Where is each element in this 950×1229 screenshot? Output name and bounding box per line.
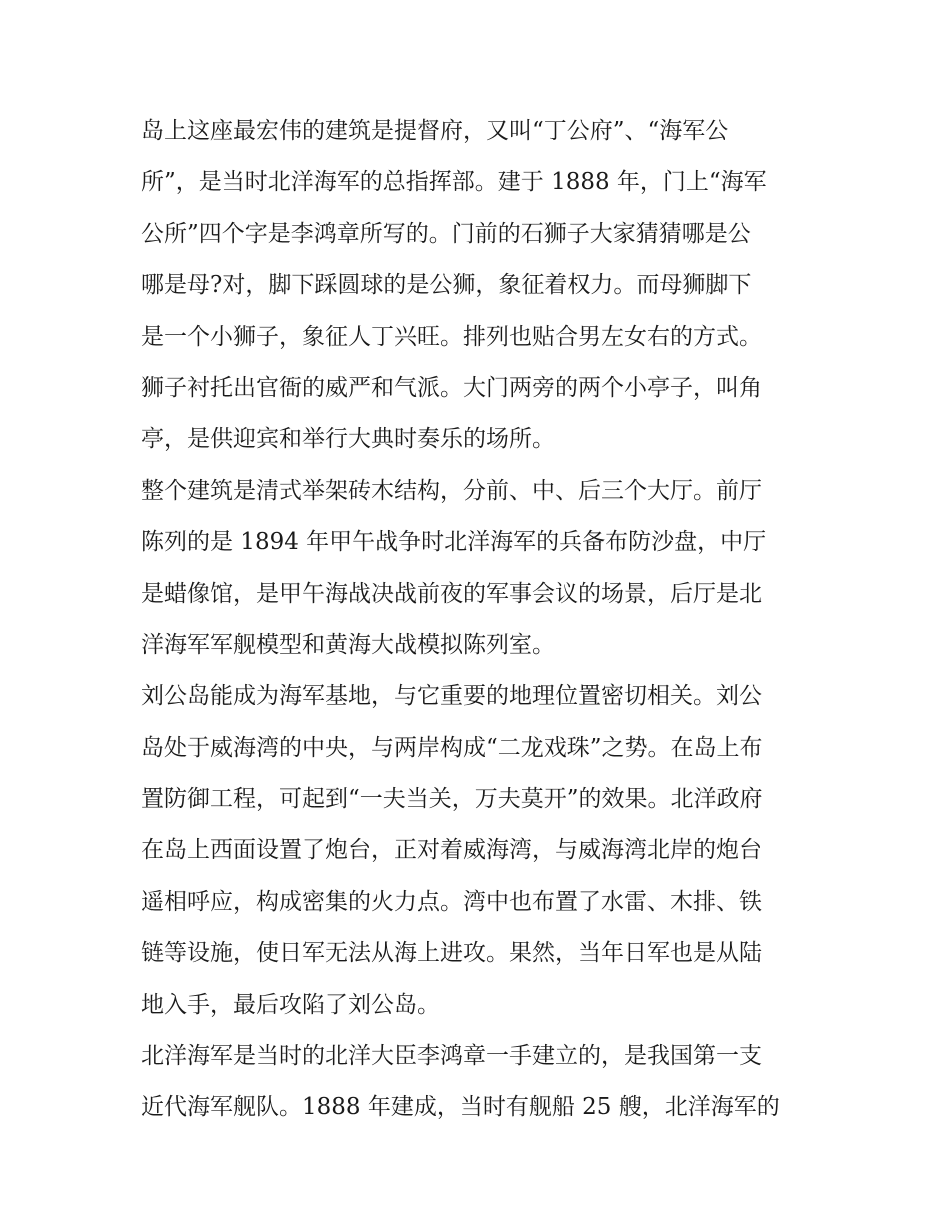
text-line: 整个建筑是清式举架砖木结构，分前、中、后三个大厅。前厅 (141, 477, 762, 504)
text-line: 洋海军军舰模型和黄海大战模拟陈列室。 (141, 631, 555, 658)
text-line: 遥相呼应，构成密集的火力点。湾中也布置了水雷、木排、铁 (141, 888, 762, 915)
text-line: 岛处于威海湾的中央，与两岸构成“二龙戏珠”之势。在岛上布 (141, 734, 763, 761)
text-line: 链等设施，使日军无法从海上进攻。果然，当年日军也是从陆 (141, 940, 762, 967)
text-line: 狮子衬托出官衙的威严和气派。大门两旁的两个小亭子，叫角 (141, 374, 762, 401)
text-line: 亭，是供迎宾和举行大典时奏乐的场所。 (141, 426, 555, 453)
text-line: 近代海军舰队。1888 年建成，当时有舰船 25 艘，北洋海军的 (141, 1094, 780, 1121)
text-line: 岛上这座最宏伟的建筑是提督府，又叫“丁公府”、“海军公 (141, 118, 729, 144)
text-line: 公所”四个字是李鸿章所写的。门前的石狮子大家猜猜哪是公 (141, 220, 751, 247)
text-line: 地入手，最后攻陷了刘公岛。 (141, 991, 440, 1018)
document-body (141, 106, 821, 1134)
text-line: 刘公岛能成为海军基地，与它重要的地理位置密切相关。刘公 (141, 683, 762, 710)
text-line: 哪是母?对，脚下踩圆球的是公狮，象征着权力。而母狮脚下 (141, 272, 752, 299)
text-line: 是一个小狮子，象征人丁兴旺。排列也贴合男左女右的方式。 (141, 323, 762, 350)
text-line: 陈列的是 1894 年甲午战争时北洋海军的兵备布防沙盘，中厅 (141, 529, 767, 556)
text-line: 北洋海军是当时的北洋大臣李鸿章一手建立的，是我国第一支 (141, 1043, 762, 1070)
text-line: 置防御工程，可起到“一夫当关，万夫莫开”的效果。北洋政府 (141, 786, 763, 813)
text-line: 所”，是当时北洋海军的总指挥部。建于 1888 年，门上“海军 (141, 169, 767, 196)
text-line: 在岛上西面设置了炮台，正对着威海湾，与威海湾北岸的炮台 (141, 837, 762, 864)
text-line: 是蜡像馆，是甲午海战决战前夜的军事会议的场景，后厅是北 (141, 580, 762, 607)
